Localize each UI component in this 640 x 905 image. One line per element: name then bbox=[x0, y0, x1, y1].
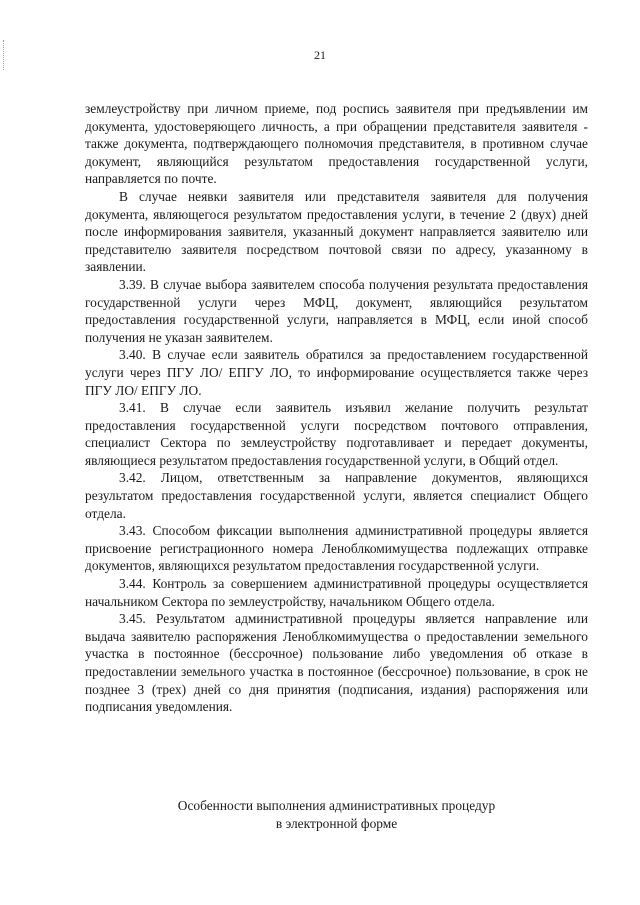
page-number: 21 bbox=[314, 48, 326, 62]
paragraph-3-45: 3.45. Результатом административной процедуры является направление или выдача заявителю распоряжения Леноблкомимущества о предоставлении земельного участка в постоянное (бессрочное) пользование либо уведомления об отказе в предоставлении земельного участка в постоянное (бессрочное) пользование, в срок не позднее 3 (трех) дней со дня принятия (подписания, издания) распоряжения или подписания уведомления. bbox=[85, 611, 588, 715]
paragraph-nonappearance: В случае неявки заявителя или представителя заявителя для получения документа, являющегося результатом предоставления услуги, в течение 2 (двух) дней после информирования заявителя, указанный документ направляется заявителю или представителю заявителя посредством почтовой связи по адресу, указанному в заявлении. bbox=[85, 188, 588, 275]
section-heading-line-1: Особенности выполнения административных процедур bbox=[177, 798, 496, 813]
section-heading-line-2: в электронной форме bbox=[275, 815, 398, 831]
paragraph-3-40: 3.40. В случае если заявитель обратился за предоставлением государственной услуги через ПГУ ЛО/ ЕПГУ ЛО, то информирование осуществляется также через ПГУ ЛО/ ЕПГУ ЛО. bbox=[85, 347, 588, 398]
section-heading bbox=[85, 797, 588, 832]
paragraph-3-41: 3.41. В случае если заявитель изъявил желание получить результат предоставления государственной услуги посредством почтового отправления, специалист Сектора по землеустройству подготавливает и передает документы, являющиеся результатом предоставления государственной услуги, в Общий отдел. bbox=[85, 400, 588, 468]
paragraph-continuation: землеустройству при личном приеме, под роспись заявителя при предъявлении им документа, удостоверяющего личность, а при обращении представителя заявителя - также документа, подтверждающего полномочия представителя, в противном случае документ, являющийся результатом предоставления государственной услуги, направляется по почте. bbox=[85, 101, 588, 187]
body-text bbox=[85, 100, 588, 716]
paragraph-3-43: 3.43. Способом фиксации выполнения административной процедуры является присвоение регистрационного номера Леноблкомимущества подлежащих отправке документов, являющихся результатом предоставления государственной услуги. bbox=[85, 523, 588, 574]
paragraph-3-42: 3.42. Лицом, ответственным за направление документов, являющихся результатом предоставления государственной услуги, является специалист Общего отдела. bbox=[85, 470, 588, 521]
paragraph-3-44: 3.44. Контроль за совершением административной процедуры осуществляется начальником Сектора по землеустройству, начальником Общего отдела. bbox=[85, 576, 588, 609]
paragraph-3-39: 3.39. В случае выбора заявителем способа получения результата предоставления государственной услуги через МФЦ, документ, являющийся результатом предоставления государственной услуги, направляется в МФЦ, если иной способ получения не указан заявителем. bbox=[85, 276, 588, 345]
